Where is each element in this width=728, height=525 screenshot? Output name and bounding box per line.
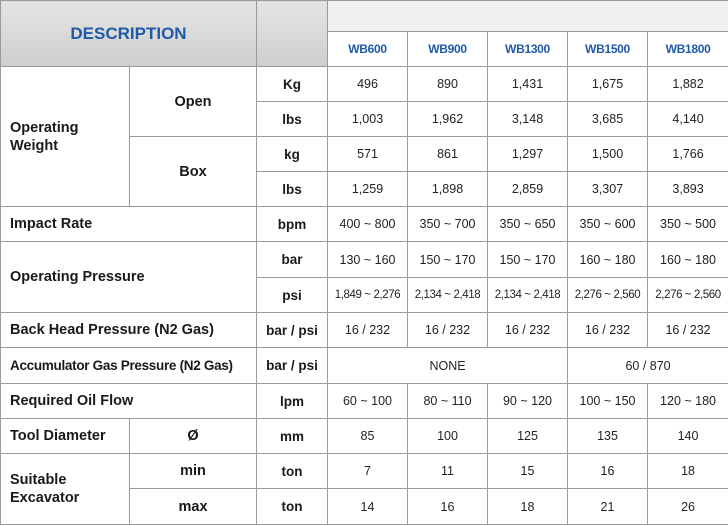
value-cell: 861 <box>408 137 488 172</box>
value-cell: 14 <box>328 489 408 525</box>
value-cell: 350 ~ 700 <box>408 207 488 242</box>
value-cell: 80 ~ 110 <box>408 384 488 419</box>
model-wb600: WB600 <box>328 32 408 67</box>
operating-pressure-label: Operating Pressure <box>1 242 257 313</box>
value-cell: 16 / 232 <box>488 313 568 348</box>
value-cell: 3,307 <box>568 172 648 207</box>
unit-cell: ton <box>257 489 328 525</box>
max-label: max <box>130 489 257 525</box>
value-cell: 130 ~ 160 <box>328 242 408 278</box>
value-cell: 100 ~ 150 <box>568 384 648 419</box>
unit-cell: kg <box>257 137 328 172</box>
required-oil-flow-label: Required Oil Flow <box>1 384 257 419</box>
value-cell: 2,276 ~ 2,560 <box>568 278 648 313</box>
model-wb1300: WB1300 <box>488 32 568 67</box>
table-row <box>1 348 728 384</box>
value-cell: 2,134 ~ 2,418 <box>488 278 568 313</box>
value-cell: 3,685 <box>568 102 648 137</box>
value-cell: 350 ~ 500 <box>648 207 728 242</box>
value-cell: 1,766 <box>648 137 728 172</box>
value-cell: 7 <box>328 454 408 489</box>
accumulator-gas-pressure-label: Accumulator Gas Pressure (N2 Gas) <box>1 348 257 384</box>
value-cell: 1,003 <box>328 102 408 137</box>
value-cell: 15 <box>488 454 568 489</box>
value-cell: 496 <box>328 67 408 102</box>
value-cell: 18 <box>488 489 568 525</box>
value-cell: 120 ~ 180 <box>648 384 728 419</box>
value-cell: 571 <box>328 137 408 172</box>
unit-cell: mm <box>257 419 328 454</box>
unit-cell: ton <box>257 454 328 489</box>
tool-diameter-label: Tool Diameter <box>1 419 130 454</box>
value-cell: 4,140 <box>648 102 728 137</box>
suitable-excavator-label: Suitable Excavator <box>1 454 130 525</box>
operating-weight-label: Operating Weight <box>1 67 130 207</box>
value-cell: 2,859 <box>488 172 568 207</box>
value-cell: 135 <box>568 419 648 454</box>
value-cell: 2,134 ~ 2,418 <box>408 278 488 313</box>
table-row <box>1 419 728 454</box>
impact-rate-label: Impact Rate <box>1 207 257 242</box>
unit-cell: bar <box>257 242 328 278</box>
value-cell: 60 ~ 100 <box>328 384 408 419</box>
min-label: min <box>130 454 257 489</box>
value-cell: 3,893 <box>648 172 728 207</box>
unit-cell: Kg <box>257 67 328 102</box>
value-cell: 350 ~ 600 <box>568 207 648 242</box>
unit-cell: bpm <box>257 207 328 242</box>
value-cell: 21 <box>568 489 648 525</box>
value-cell: 16 / 232 <box>328 313 408 348</box>
value-cell: 16 / 232 <box>648 313 728 348</box>
value-cell: 1,898 <box>408 172 488 207</box>
value-cell: 1,962 <box>408 102 488 137</box>
value-cell: 100 <box>408 419 488 454</box>
unit-cell: lbs <box>257 102 328 137</box>
table-row <box>1 384 728 419</box>
value-cell: 16 <box>568 454 648 489</box>
value-cell: 85 <box>328 419 408 454</box>
value-cell: 1,500 <box>568 137 648 172</box>
value-cell: 400 ~ 800 <box>328 207 408 242</box>
value-cell: 160 ~ 180 <box>648 242 728 278</box>
box-label: Box <box>130 137 257 207</box>
table-row <box>1 454 728 489</box>
value-cell: 26 <box>648 489 728 525</box>
value-cell: 125 <box>488 419 568 454</box>
table-row <box>1 242 728 278</box>
value-cell: 1,849 ~ 2,276 <box>328 278 408 313</box>
value-cell: 350 ~ 650 <box>488 207 568 242</box>
value-cell: 1,297 <box>488 137 568 172</box>
description-header: DESCRIPTION <box>1 1 257 67</box>
value-cell: 11 <box>408 454 488 489</box>
value-cell: 1,882 <box>648 67 728 102</box>
unit-cell: lpm <box>257 384 328 419</box>
back-head-pressure-label: Back Head Pressure (N2 Gas) <box>1 313 257 348</box>
value-cell: 90 ~ 120 <box>488 384 568 419</box>
value-cell: 16 <box>408 489 488 525</box>
value-cell: 60 / 870 <box>568 348 728 384</box>
value-cell: 160 ~ 180 <box>568 242 648 278</box>
value-cell: 1,259 <box>328 172 408 207</box>
unit-cell: lbs <box>257 172 328 207</box>
table-row <box>1 207 728 242</box>
unit-cell: psi <box>257 278 328 313</box>
value-cell: NONE <box>328 348 568 384</box>
value-cell: 16 / 232 <box>408 313 488 348</box>
unit-header <box>257 1 328 67</box>
model-wb1500: WB1500 <box>568 32 648 67</box>
model-wb1800: WB1800 <box>648 32 728 67</box>
open-label: Open <box>130 67 257 137</box>
value-cell: 150 ~ 170 <box>488 242 568 278</box>
value-cell: 18 <box>648 454 728 489</box>
unit-cell: bar / psi <box>257 348 328 384</box>
table-row <box>1 67 728 102</box>
value-cell: 3,148 <box>488 102 568 137</box>
value-cell: 140 <box>648 419 728 454</box>
value-cell: 16 / 232 <box>568 313 648 348</box>
value-cell: 2,276 ~ 2,560 <box>648 278 728 313</box>
value-cell: 150 ~ 170 <box>408 242 488 278</box>
unit-cell: bar / psi <box>257 313 328 348</box>
diameter-symbol: Ø <box>130 419 257 454</box>
value-cell: 890 <box>408 67 488 102</box>
value-cell: 1,431 <box>488 67 568 102</box>
model-header-band <box>328 1 728 32</box>
model-wb900: WB900 <box>408 32 488 67</box>
value-cell: 1,675 <box>568 67 648 102</box>
table-row <box>1 313 728 348</box>
